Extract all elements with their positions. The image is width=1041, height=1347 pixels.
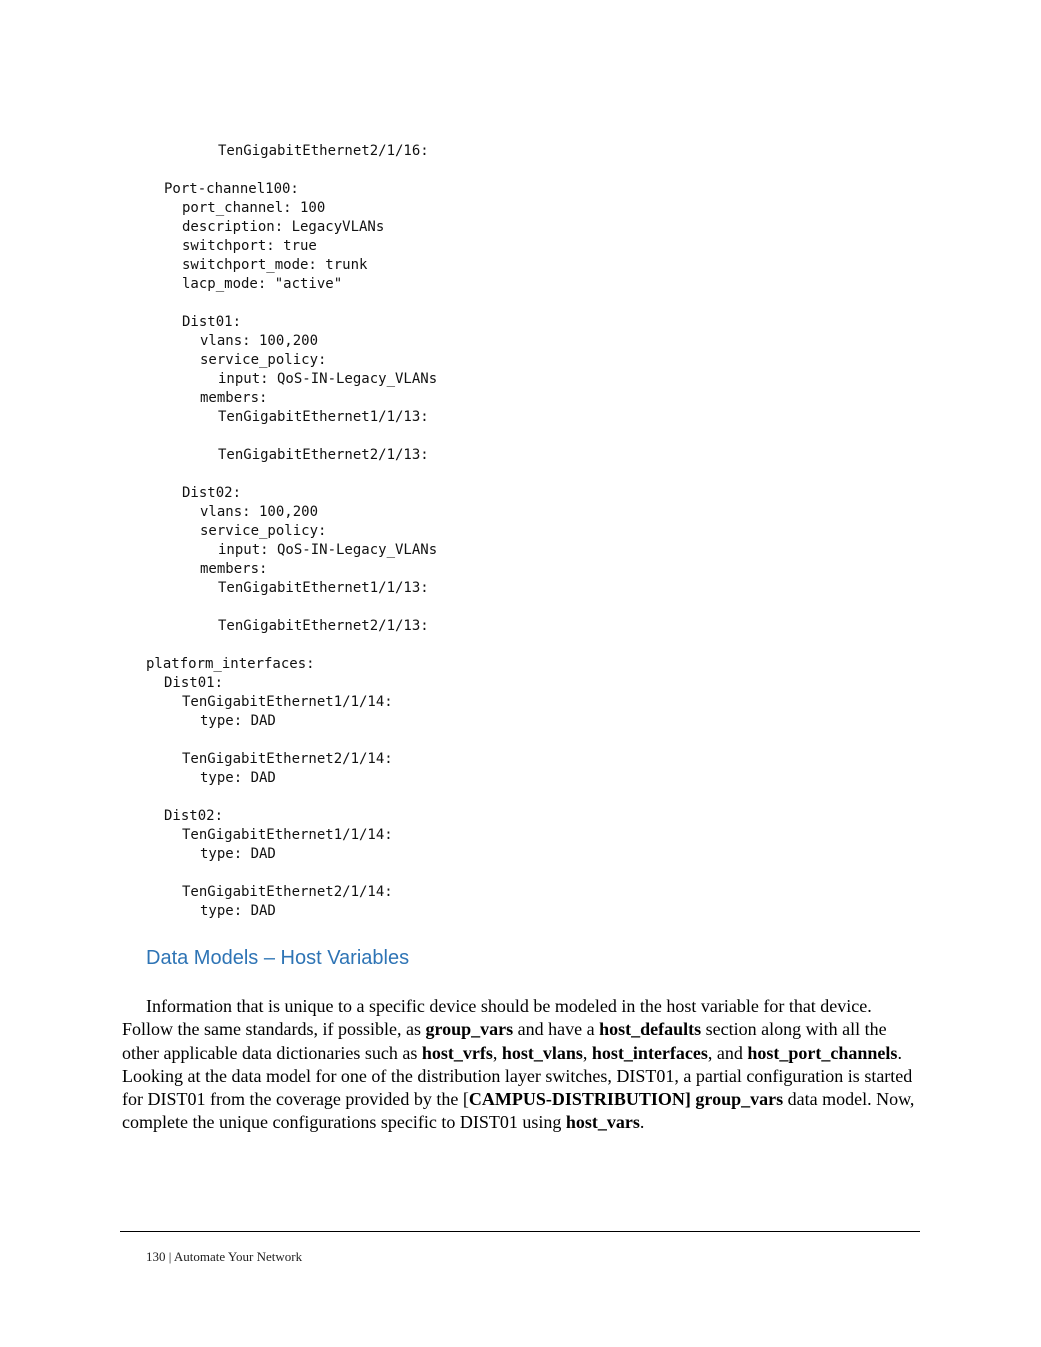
code-line: vlans: 100,200 (200, 504, 319, 520)
code-line: type: DAD (200, 770, 276, 786)
code-line: vlans: 100,200 (200, 333, 319, 349)
code-line: TenGigabitEthernet1/1/14: (182, 694, 393, 710)
term-host-interfaces: host_interfaces (591, 1042, 708, 1063)
code-line: Dist01: (164, 675, 224, 691)
code-line: TenGigabitEthernet2/1/14: (182, 884, 393, 900)
code-line: platform_interfaces: (146, 656, 315, 672)
term-host-vars: host_vars (565, 1112, 640, 1133)
para-text-8: data model. Now, complete the unique configurations specific to DIST01 using (122, 1089, 915, 1133)
para-text-5: , (582, 1042, 592, 1063)
para-text-4: , (492, 1042, 502, 1063)
code-blank-line (146, 788, 437, 807)
code-line: input: QoS-IN-Legacy_VLANs (218, 542, 438, 558)
code-line: Dist01: (182, 314, 242, 330)
term-host-defaults: host_defaults (599, 1019, 702, 1040)
code-blank-line (146, 294, 437, 313)
term-group-vars: group_vars (425, 1019, 514, 1040)
page-footer: 130 | Automate Your Network (146, 1249, 303, 1264)
code-line: service_policy: (200, 352, 327, 368)
code-line: TenGigabitEthernet2/1/13: (218, 447, 429, 463)
code-line: members: (200, 561, 268, 577)
code-line: TenGigabitEthernet2/1/14: (182, 751, 393, 767)
code-line: description: LegacyVLANs (182, 219, 385, 235)
code-blank-line (146, 161, 437, 180)
body-paragraph (122, 995, 922, 1135)
term-campus-distribution: CAMPUS-DISTRIBUTION] group_vars (468, 1089, 784, 1110)
code-line: input: QoS-IN-Legacy_VLANs (218, 371, 438, 387)
para-text-1: Information that is unique to a specific device should be modeled in the host variable for that device. Follow the same standards, if possible, as (122, 996, 872, 1040)
code-line: type: DAD (200, 846, 276, 862)
code-blank-line (146, 636, 437, 655)
term-host-port-channels: host_port_channels (747, 1042, 898, 1063)
yaml-code-block (146, 142, 437, 921)
code-blank-line (146, 731, 437, 750)
code-line: port_channel: 100 (182, 200, 326, 216)
term-host-vrfs: host_vrfs (421, 1042, 493, 1063)
code-line: Dist02: (164, 808, 224, 824)
para-text-6: , and (707, 1042, 748, 1063)
code-blank-line (146, 864, 437, 883)
code-blank-line (146, 465, 437, 484)
para-text-2: and have a (513, 1019, 600, 1040)
footer-divider (120, 1231, 920, 1232)
code-line: lacp_mode: "active" (182, 276, 343, 292)
section-heading: Data Models – Host Variables (146, 947, 410, 969)
code-line: Dist02: (182, 485, 242, 501)
term-host-vlans: host_vlans (501, 1042, 583, 1063)
code-line: TenGigabitEthernet2/1/13: (218, 618, 429, 634)
code-line: members: (200, 390, 268, 406)
code-line: switchport: true (182, 238, 317, 254)
code-line: TenGigabitEthernet2/1/16: (218, 143, 429, 159)
code-line: TenGigabitEthernet1/1/13: (218, 409, 429, 425)
para-text-3: section along with all the other applicable data dictionaries such as (122, 1019, 887, 1063)
code-blank-line (146, 427, 437, 446)
code-line: Port-channel100: (164, 181, 299, 197)
code-line: type: DAD (200, 713, 276, 729)
code-line: type: DAD (200, 903, 276, 919)
code-blank-line (146, 598, 437, 617)
code-line: TenGigabitEthernet1/1/13: (218, 580, 429, 596)
para-text-7: . Looking at the data model for one of the distribution layer switches, DIST01, a partial configuration is started for DIST01 from the coverage provided by the [ (122, 1042, 913, 1110)
code-line: switchport_mode: trunk (182, 257, 368, 273)
code-line: TenGigabitEthernet1/1/14: (182, 827, 393, 843)
code-line: service_policy: (200, 523, 327, 539)
para-text-9: . (639, 1112, 645, 1133)
